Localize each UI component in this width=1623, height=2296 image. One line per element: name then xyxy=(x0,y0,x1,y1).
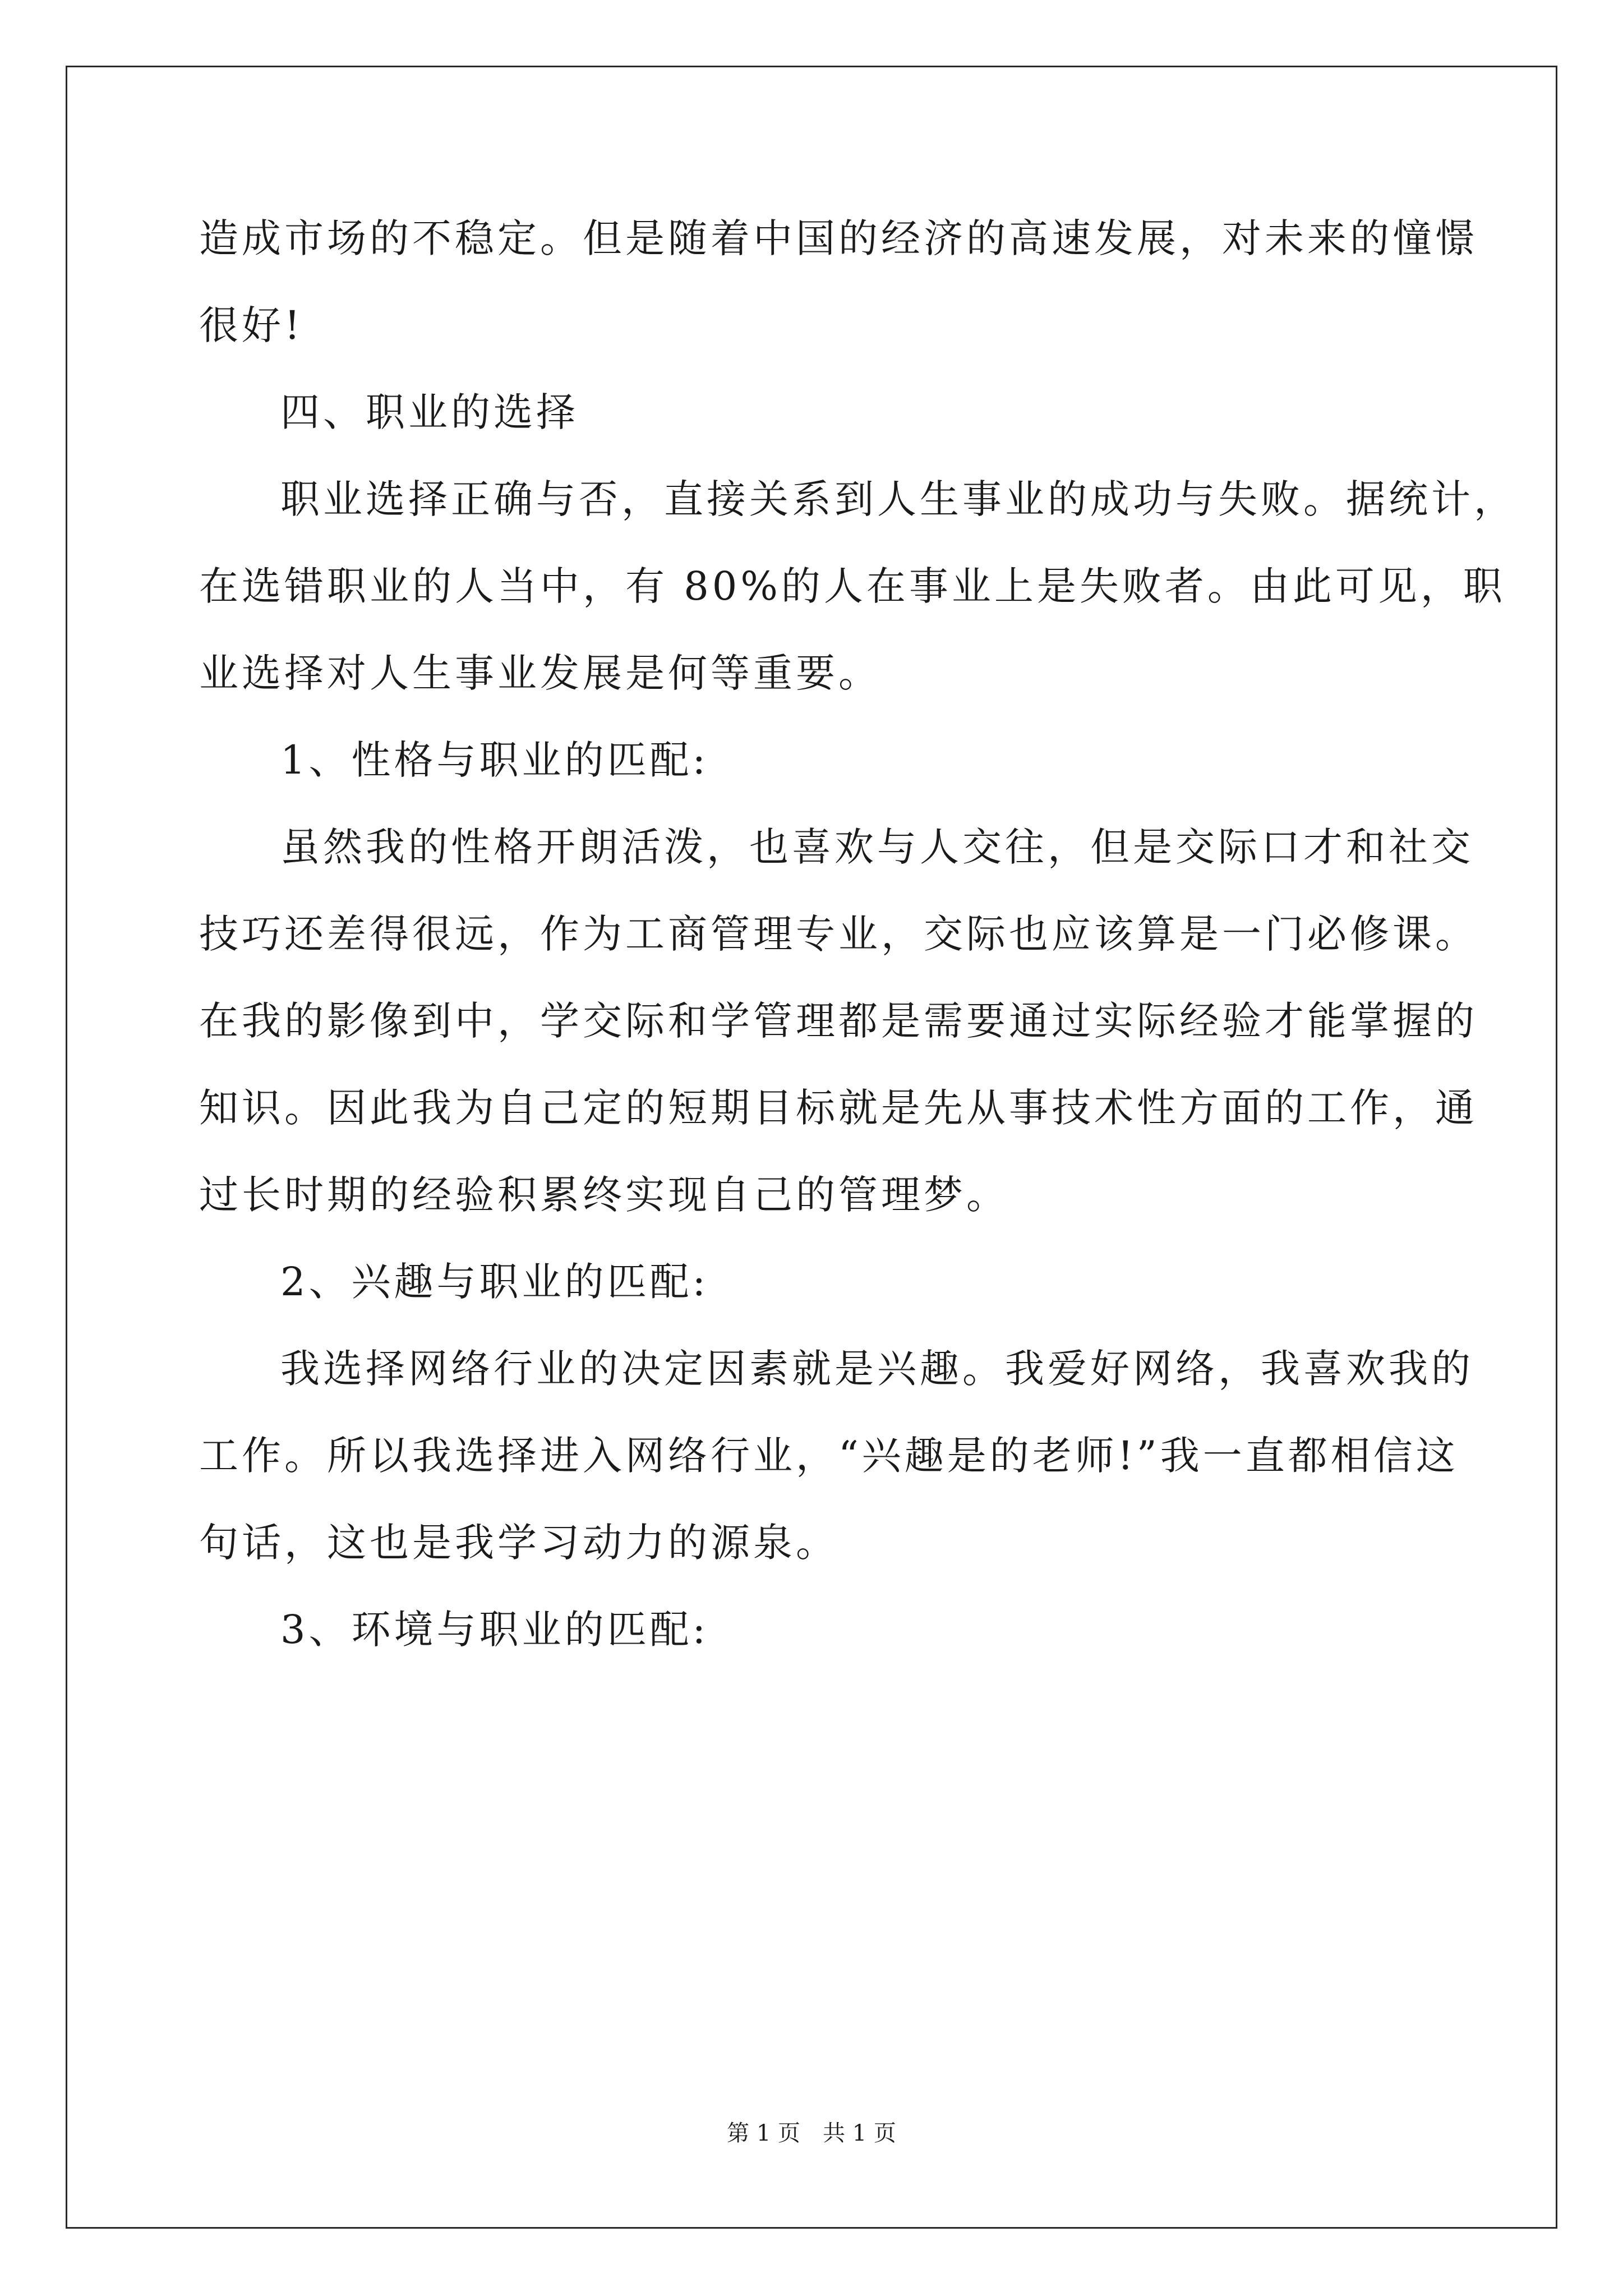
body-text-line: 知识。因此我为自己定的短期目标就是先从事技术性方面的工作，通 xyxy=(199,1085,1478,1131)
body-text-line: 在选错职业的人当中，有 80%的人在事业上是失败者。由此可见，职 xyxy=(199,563,1506,609)
body-text-line: 在我的影像到中，学交际和学管理都是需要通过实际经验才能掌握的 xyxy=(199,998,1478,1044)
body-text-line: 业选择对人生事业发展是何等重要。 xyxy=(199,650,881,696)
page-total: 共 1 页 xyxy=(823,2120,896,2146)
body-text-line: 造成市场的不稳定。但是随着中国的经济的高速发展，对未来的憧憬 xyxy=(199,215,1478,261)
body-text-line: 过长时期的经验积累终实现自己的管理梦。 xyxy=(199,1172,1009,1218)
body-text-line: 句话，这也是我学习动力的源泉。 xyxy=(199,1520,838,1566)
body-text-line: 我选择网络行业的决定因素就是兴趣。我爱好网络，我喜欢我的 xyxy=(280,1346,1474,1392)
subsection-heading: 1、性格与职业的匹配: xyxy=(280,737,709,783)
page-footer xyxy=(0,2119,1623,2147)
section-heading: 四、职业的选择 xyxy=(280,389,579,435)
subsection-heading: 3、环境与职业的匹配: xyxy=(280,1607,709,1653)
body-text-line: 工作。所以我选择进入网络行业，“兴趣是的老师!”我一直都相信这 xyxy=(199,1433,1459,1479)
body-text-line: 技巧还差得很远，作为工商管理专业，交际也应该算是一门必修课。 xyxy=(199,911,1478,957)
body-text-line: 虽然我的性格开朗活泼，也喜欢与人交往，但是交际口才和社交 xyxy=(280,824,1474,870)
body-text-line: 职业选择正确与否，直接关系到人生事业的成功与失败。据统计， xyxy=(280,476,1516,522)
body-text-line: 很好! xyxy=(199,302,304,348)
subsection-heading: 2、兴趣与职业的匹配: xyxy=(280,1259,709,1305)
page-number: 第 1 页 xyxy=(727,2120,800,2146)
